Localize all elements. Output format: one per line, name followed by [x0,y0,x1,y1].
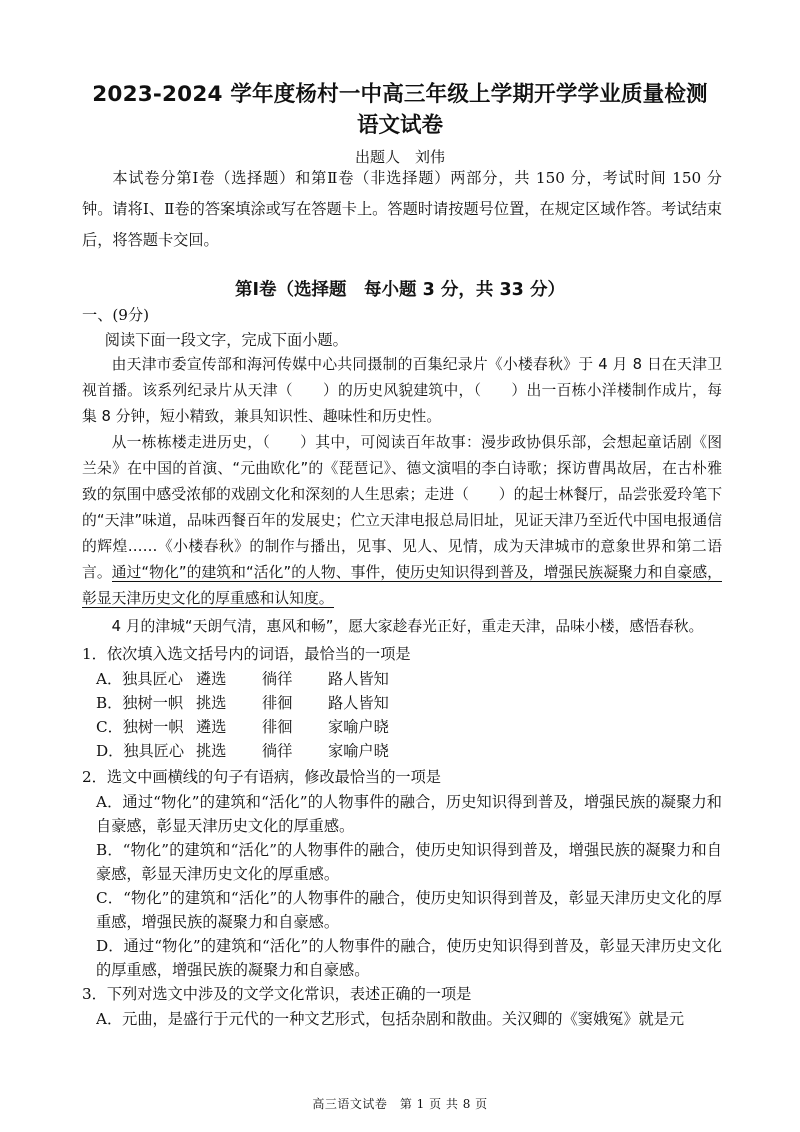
exam-title: 2023-2024 学年度杨村一中高三年级上学期开学学业质量检测 [92,82,708,107]
question-1-option-a[interactable] [96,667,722,691]
option-word: 路人皆知 [328,694,389,712]
question-1 [82,641,722,763]
exam-subtitle: 语文试卷 [356,113,443,138]
section-heading: 第Ⅰ卷（选择题 每小题 3 分，共 33 分） [235,280,565,300]
option-word: B．独树一帜 [96,694,184,712]
underlined-sentence: 通过“物化”的建筑和“活化”的人物、事件，使历史知识得到普及，增强民族凝聚力和自豪感，彰显天津历史文化的厚重感和认知度。 [82,564,722,607]
option-word: 徘徊 [262,694,293,712]
option-word: 遴选 [196,670,227,688]
reading-passage [82,352,722,640]
passage-paragraph-2-text: 从一栋栋楼走进历史，（ ）其中，可阅读百年故事：漫步政协俱乐部，会想起童话剧《图兰朵》在中国的首演、“元曲欧化”的《琵琶记》、德文演唱的李白诗歌；探访曹禺故居，在古朴雅致的氛围中感受浓郁的戏剧文化和深刻的人生思索；走进（ ）的起士林餐厅，品尝张爱玲笔下的“天津”味道，品味西餐百年的发展史；伫立天津电报总局旧址，见证天津乃至近代中国电报通信的辉煌……《小楼春秋》的制作与播出，见事、见人、见情，成为天津城市的意象世界和第二语言。 [82,434,722,581]
exam-author: 出题人 刘伟 [354,148,445,166]
question-1-stem: 1．依次填入选文括号内的词语，最恰当的一项是 [82,645,411,663]
passage-paragraph-2 [82,430,722,612]
question-3-stem: 3．下列对选文中涉及的文学文化常识，表述正确的一项是 [82,985,472,1003]
passage-paragraph-1: 由天津市委宣传部和海河传媒中心共同摄制的百集纪录片《小楼春秋》于 4 月 8 日在天津卫视首播。该系列纪录片从天津（ ）的历史风貌建筑中，（ ）出一百栋小洋楼制作成片，每集 8 分钟，短小精致，兼具知识性、趣味性和历史性。 [82,356,722,425]
option-word: C．独树一帜 [96,718,184,736]
option-word: 路人皆知 [328,670,389,688]
option-word: 挑选 [196,694,227,712]
part-label: 一、(9分) [82,306,150,324]
question-3-option-a[interactable]: A．元曲，是盛行于元代的一种文艺形式，包括杂剧和散曲。关汉卿的《窦娥冤》就是元 [96,1010,685,1028]
option-word: 家喻户晓 [328,742,389,760]
question-2-option-c[interactable]: C．“物化”的建筑和“活化”的人物事件的融合，使历史知识得到普及，彰显天津历史文化的厚重感，增强民族的凝聚力和自豪感。 [96,889,722,931]
question-1-option-b[interactable] [96,691,722,715]
option-word: 徜徉 [262,742,293,760]
question-2-option-a[interactable]: A．通过“物化”的建筑和“活化”的人物事件的融合，历史知识得到普及，增强民族的凝聚力和自豪感，彰显天津历史文化的厚重感。 [96,793,722,835]
option-word: 徘徊 [262,718,293,736]
page-footer: 高三语文试卷 第 1 页 共 8 页 [312,1097,488,1111]
option-word: 家喻户晓 [328,718,389,736]
question-2-option-b[interactable]: B．“物化”的建筑和“活化”的人物事件的融合，使历史知识得到普及，增强民族的凝聚力和自豪感，彰显天津历史文化的厚重感。 [96,841,722,883]
passage-paragraph-3: 4 月的津城“天朗气清，惠风和畅”，愿大家趁春光正好，重走天津，品味小楼，感悟春秋。 [111,618,704,635]
question-3 [82,981,722,1031]
option-word: 遴选 [196,718,227,736]
reading-instruction: 阅读下面一段文字，完成下面小题。 [104,331,348,349]
question-1-option-d[interactable] [96,739,722,763]
option-word: 挑选 [196,742,227,760]
option-word: A．独具匠心 [96,670,183,688]
question-1-option-c[interactable] [96,715,722,739]
option-word: 徜徉 [262,670,293,688]
option-word: D．独具匠心 [96,742,185,760]
question-2-stem: 2．选文中画横线的句子有语病，修改最恰当的一项是 [82,768,441,786]
exam-instructions: 本试卷分第Ⅰ卷（选择题）和第Ⅱ卷（非选择题）两部分，共 150 分，考试时间 150 分钟。请将Ⅰ、Ⅱ卷的答案填涂或写在答题卡上。答题时请按题号位置，在规定区域作答。考试结束后，将答题卡交回。 [82,169,722,249]
question-2 [82,764,722,982]
question-2-option-d[interactable]: D．通过“物化”的建筑和“活化”的人物事件的融合，使历史知识得到普及，彰显天津历史文化的厚重感，增强民族的凝聚力和自豪感。 [96,937,722,979]
